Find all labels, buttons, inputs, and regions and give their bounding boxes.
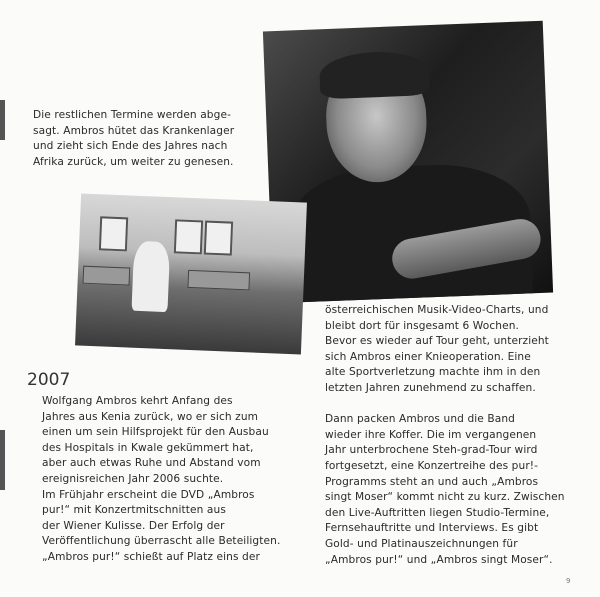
text-line: Afrika zurück, um weiter zu genesen. <box>33 155 234 168</box>
text-line: letzten Jahren zunehmend zu schaffen. <box>325 381 536 394</box>
text-line: Wolfgang Ambros kehrt Anfang des <box>42 395 233 407</box>
photo-shape <box>174 219 203 254</box>
text-line: Im Frühjahr erscheint die DVD „Ambros <box>42 488 255 501</box>
text-line: ereignisreichen Jahr 2006 suchte. <box>42 472 224 485</box>
scan-edge-mark <box>0 100 5 140</box>
text-line: Dann packen Ambros und die Band <box>325 413 515 426</box>
text-line: Fernsehauftritte und Interviews. Es gibt <box>325 522 539 535</box>
text-line: Jahres aus Kenia zurück, wo er sich zum <box>42 410 259 423</box>
text-line: und zieht sich Ende des Jahres nach <box>33 140 228 153</box>
text-line: Bevor es wieder auf Tour geht, unterzieht <box>325 335 549 348</box>
photo-shape <box>204 221 233 256</box>
column-1-text <box>42 394 312 566</box>
text-line: bleibt dort für insgesamt 6 Wochen. <box>325 319 519 332</box>
photo-shape <box>187 270 250 290</box>
text-line: der Wiener Kulisse. Der Erfolg der <box>42 519 225 532</box>
scan-edge-mark <box>0 430 5 490</box>
photo-shape <box>83 266 131 286</box>
photo-shape <box>319 50 431 99</box>
text-line: den Live-Auftritten liegen Studio-Termine, <box>325 506 550 519</box>
photo-shape <box>131 241 170 312</box>
page-number: 9 <box>566 577 571 585</box>
text-line: pur!“ mit Konzertmitschnitten aus <box>42 504 226 517</box>
text-line: singt Moser“ kommt nicht zu kurz. Zwischen <box>325 491 565 504</box>
section-year-heading: 2007 <box>27 370 71 390</box>
text-line: Die restlichen Termine werden abge- <box>33 109 231 121</box>
text-line: Veröffentlichung überrascht alle Beteiligten. <box>42 535 281 548</box>
column-2-text <box>325 303 575 568</box>
text-line: „Ambros pur!“ und „Ambros singt Moser“. <box>325 553 553 566</box>
text-line: fortgesetzt, eine Konzertreihe des pur!- <box>325 459 539 472</box>
text-line: Jahr unterbrochene Steh-grad-Tour wird <box>325 444 538 457</box>
text-line: sagt. Ambros hütet das Krankenlager <box>33 124 235 137</box>
text-line: alte Sportverletzung machte ihm in den <box>325 366 541 379</box>
intro-paragraph <box>33 108 278 170</box>
text-line: sich Ambros einer Knieoperation. Eine <box>325 350 531 363</box>
photo-shape <box>99 216 128 251</box>
text-line: Programms steht an und auch „Ambros <box>325 475 539 488</box>
text-line: des Hospitals in Kwale gekümmert hat, <box>42 441 254 454</box>
text-line: aber auch etwas Ruhe und Abstand vom <box>42 457 261 470</box>
text-line: „Ambros pur!“ schießt auf Platz eins der <box>42 550 260 563</box>
text-line: einen um sein Hilfsprojekt für den Ausbau <box>42 426 269 439</box>
text-line: Gold- und Platinauszeichnungen für <box>325 537 518 550</box>
portrait-photo <box>263 21 553 304</box>
hospital-photo <box>75 194 307 355</box>
text-line: wieder ihre Koffer. Die im vergangenen <box>325 428 537 441</box>
text-line: österreichischen Musik-Video-Charts, und <box>325 304 549 316</box>
